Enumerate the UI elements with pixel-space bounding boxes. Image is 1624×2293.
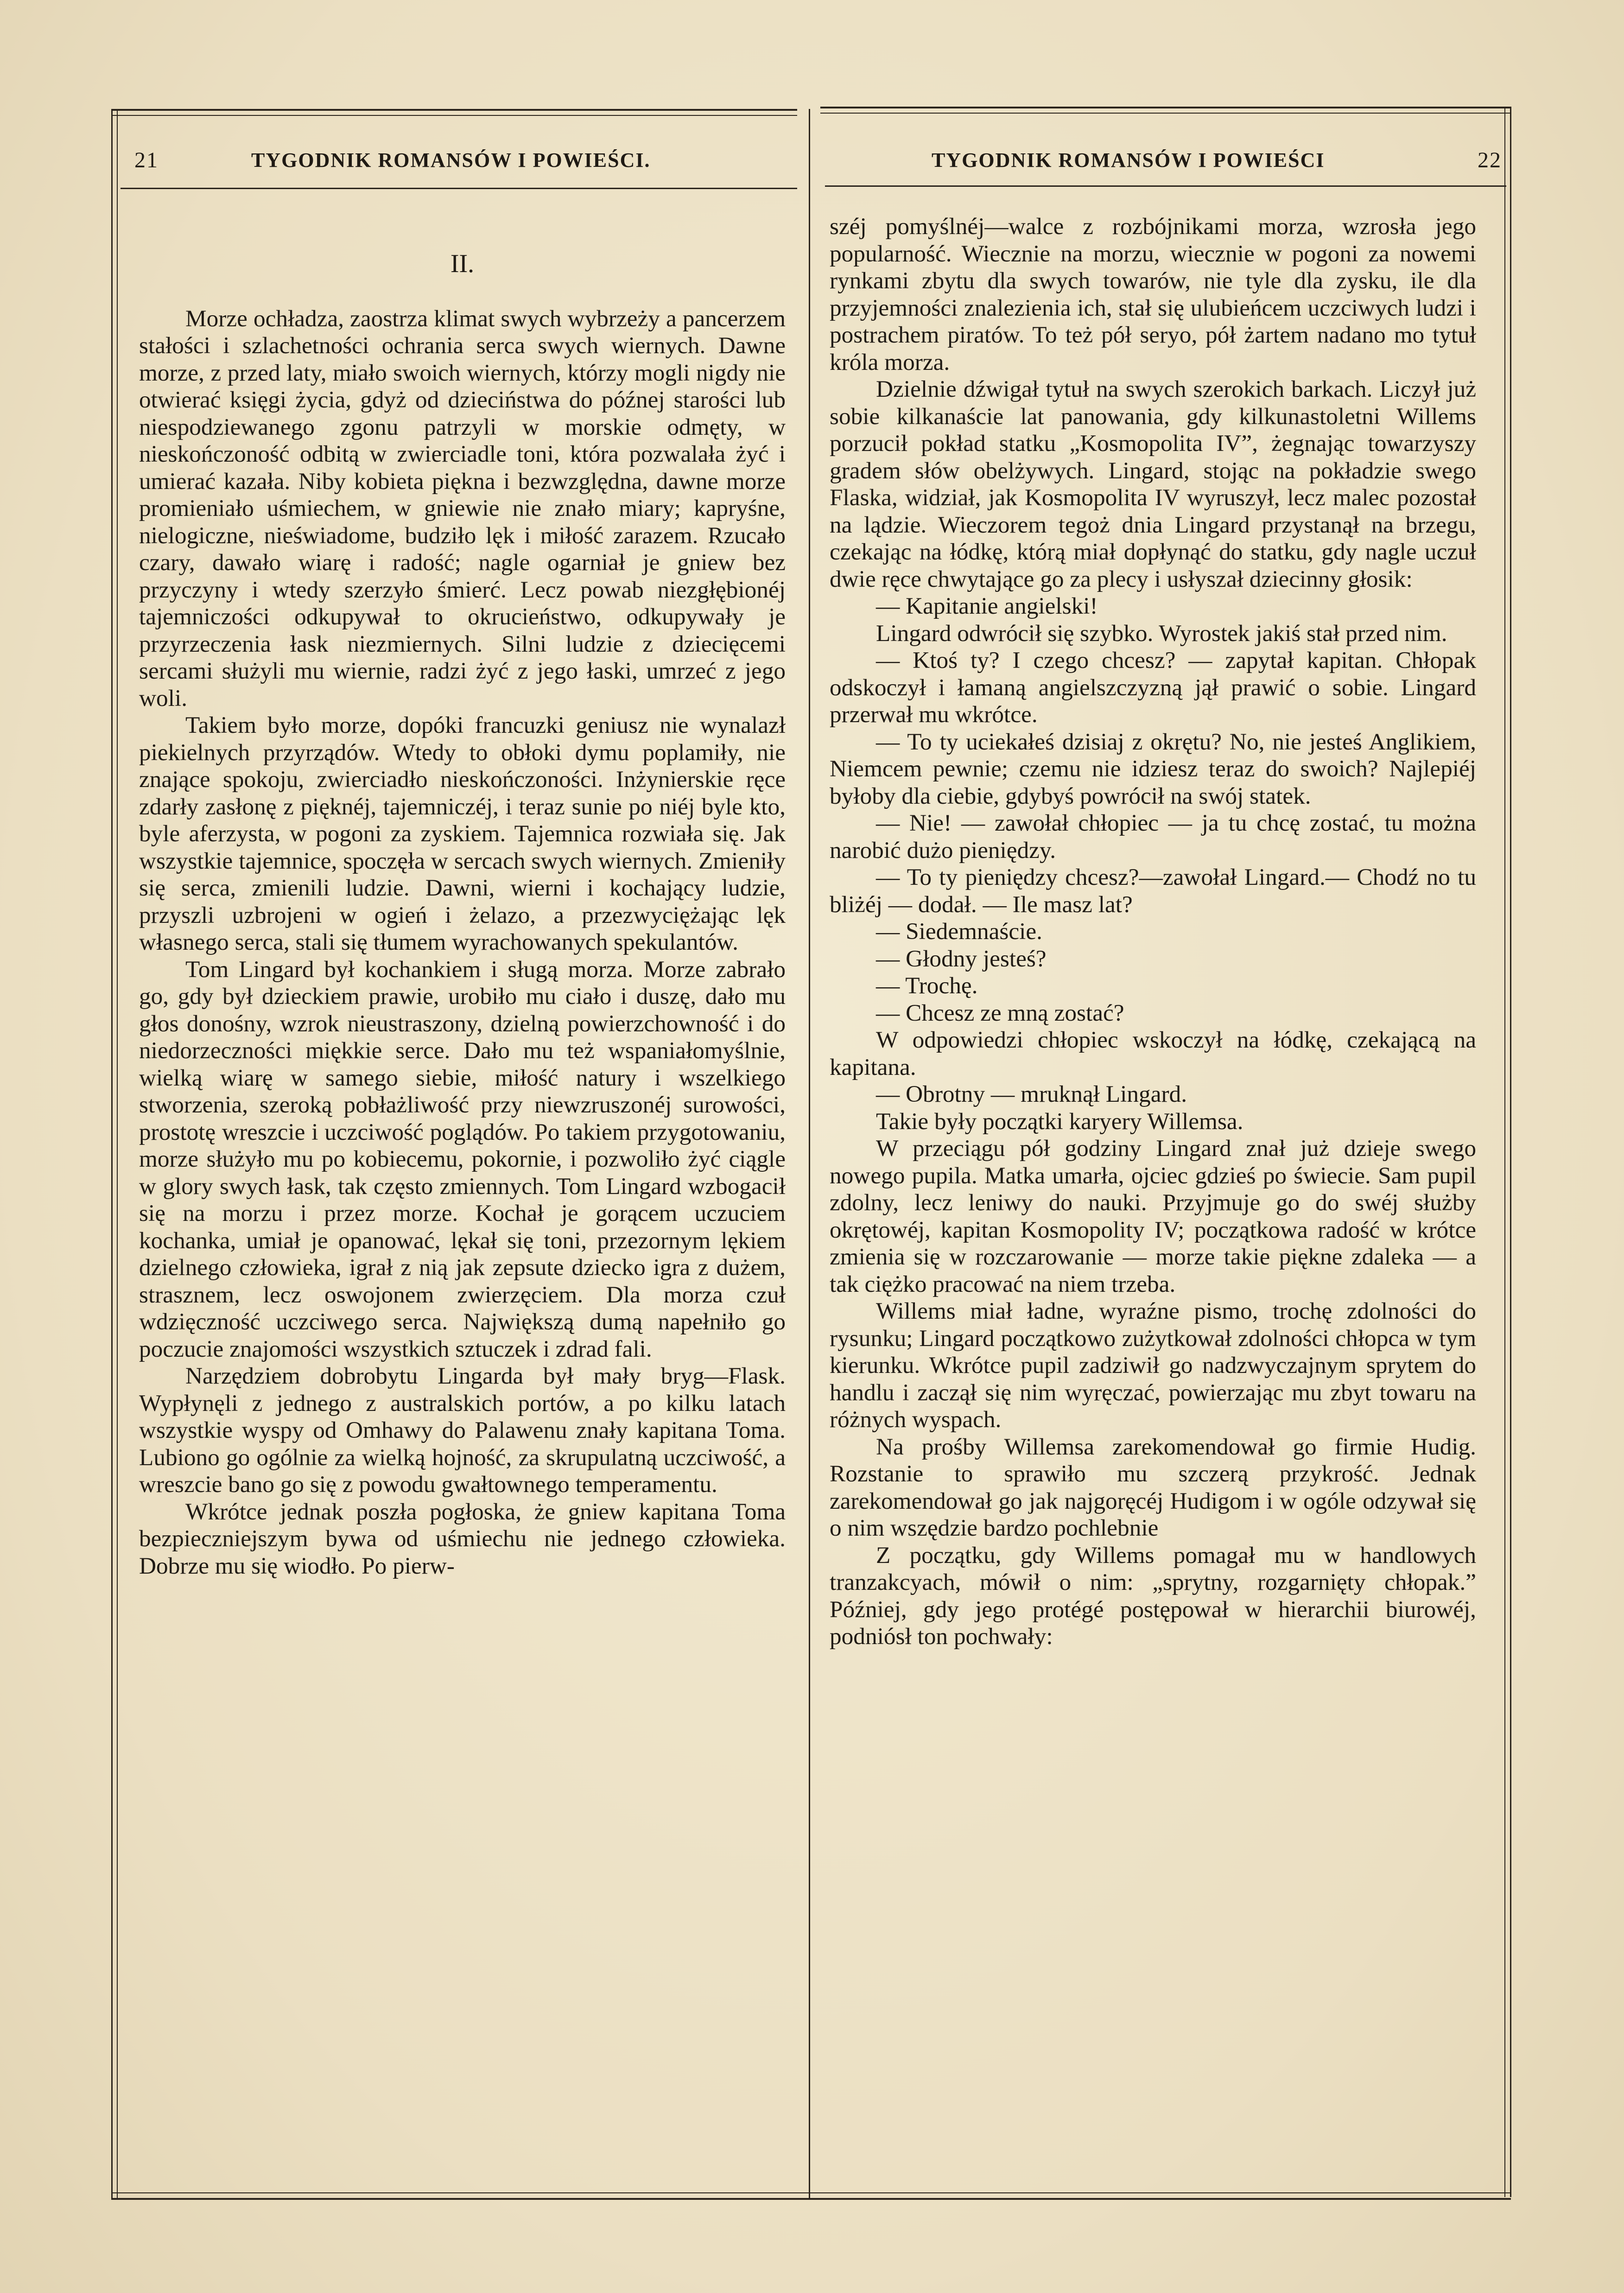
left-border-inner <box>117 109 118 2199</box>
paragraph: Morze ochładza, zaostrza klimat swych wybrzeży a pancerzem stałości i szlachetności ochrania serca swych wiernych. Dawne morze, z przed laty, miało swoich wiernych, którzy mogli nigdy nie otwierać księgi życia, gdyż od dzieciństwa do późnej starości lub niespodziewanego zgonu patrzyli w morskie odmęty, w nieskończoność odbitą w zwierciadle toni, która pozwalała żyć i umierać kazała. Niby kobieta piękna i bezwzględna, dawne morze promieniało uśmiechem, w gniewie nie znało miary; kapryśne, nielogiczne, nieświadome, budziło lęk i miłość zarazem. Rzucało czary, dawało wiarę i radość; nagle ogarniał je gniew bez przyczyny i wtedy szerzyło śmierć. Lecz powab niezgłębionéj tajemniczości odkupywał to okrucieństwo, odkupywały je przyrzeczenia łask niezmiernych. Silni ludzie z dziecięcemi sercami służyli mu wiernie, radzi żyć z jego łaski, umrzeć z jego woli. <box>139 305 786 711</box>
left-running-title: TYGODNIK ROMANSÓW I POWIEŚCI. <box>251 148 651 171</box>
right-page-number: 22 <box>1478 147 1502 172</box>
paragraph: W odpowiedzi chłopiec wskoczył na łódkę, czekającą na kapitana. <box>830 1027 1476 1080</box>
dialogue-line: — To ty uciekałeś dzisiaj z okrętu? No, nie jesteś Anglikiem, Niemcem pewnie; czemu nie idziesz teraz do swoich? Najlepiéj byłoby dla ciebie, gdybyś powrócił na swój statek. <box>830 728 1476 809</box>
dialogue-line: — To ty pieniędzy chcesz?—zawołał Lingard.— Chodź no tu bliżéj — dodał. — Ile masz lat? <box>830 864 1476 918</box>
right-border-inner <box>1504 107 1505 2197</box>
dialogue-line: — Trochę. <box>876 972 978 999</box>
dialogue-line: — Nie! — zawołał chłopiec — ja tu chcę zostać, tu można narobić dużo pieniędzy. <box>830 810 1476 864</box>
dialogue-line: — Ktoś ty? I czego chcesz? — zapytał kapitan. Chłopak odskoczył i łamaną angielszczyzną jął prawić o sobie. Lingard przerwał mu wkrótce. <box>830 647 1476 728</box>
dialogue-line: — Głodny jesteś? <box>876 945 1047 972</box>
left-page-number: 21 <box>134 147 159 172</box>
paragraph: Willems miał ładne, wyraźne pismo, trochę zdolności do rysunku; Lingard początkowo zużytkował zdolności chłopca w tym kierunku. Wkrótce pupil zadziwił go nadzwyczajnym sprytem do handlu i zaczął się nim wyręczać, powierzając mu zbyt towaru na różnych wyspach. <box>830 1298 1476 1433</box>
left-border <box>111 109 113 2199</box>
center-divider <box>809 109 810 2199</box>
top-rule-left-thin <box>111 115 797 116</box>
bottom-rule-thin <box>111 2192 1511 2193</box>
paragraph: Takie były początki karyery Willemsa. <box>876 1108 1243 1135</box>
header-rule-left <box>121 188 797 189</box>
header-rule-right <box>825 185 1506 187</box>
paragraph: Wkrótce jednak poszła pogłoska, że gniew kapitana Toma bezpieczniejszym bywa od uśmiechu nie jednego człowieka. Dobrze mu się wiodło. Po pierw- <box>139 1498 786 1579</box>
paragraph: W przeciągu pół godziny Lingard znał już dzieje swego nowego pupila. Matka umarła, ojciec gdzieś po świecie. Sam pupil zdolny, lecz leniwy do nauki. Przyjmuje go do swéj służby okrętowéj, kapitan Kosmopolity IV; początkowa radość w krótce zmienia się w rozczarowanie — morze takie piękne zdaleka — a tak ciężko pracować na niem trzeba. <box>830 1135 1476 1297</box>
dialogue-line: — Obrotny — mruknął Lingard. <box>876 1081 1187 1107</box>
right-border <box>1510 107 1511 2197</box>
paragraph: Takiem było morze, dopóki francuzki geniusz nie wynalazł piekielnych przyrządów. Wtedy to obłoki dymu poplamiły, nie znające spokoju, zwierciadło nieskończoności. Inżynierskie ręce zdarły zasłonę z pięknéj, tajemniczéj, i teraz sunie po niéj byle kto, byle aferzysta, w pogoni za zyskiem. Tajemnica rozwiała się. Jak wszystkie tajemnice, spoczęła w sercach swych wiernych. Zmieniły się serca, zmienili ludzie. Dawni, wierni i kochający ludzie, przyszli uzbrojeni w ogień i żelazo, a przezwyciężając lęk własnego serca, stali się tłumem wyrachowanych spekulantów. <box>139 712 786 955</box>
top-rule-right <box>820 107 1511 108</box>
left-page-header <box>134 139 783 181</box>
dialogue-line: — Chcesz ze mną zostać? <box>876 999 1124 1026</box>
paragraph: Tom Lingard był kochankiem i sługą morza. Morze zabrało go, gdy był dzieckiem prawie, urobiło mu ciało i duszę, dało mu głos donośny, wzrok nieustraszony, dzielną powierzchowność i do niedorzeczności miękkie serce. Dało mu też wspaniałomyślnie, wielką wiarę w samego siebie, miłość natury i wszelkiego stworzenia, szeroką pobłażliwość przy niewzruszonéj surowości, prostotę wreszcie i uczciwość poglądów. Po takiem przygotowaniu, morze służyło mu po kobiecemu, pokornie, i pozwoliło żyć ciągle w glory swych łask, tak często zmiennych. Tom Lingard wzbogacił się na morzu i przez morze. Kochał je gorącem uczuciem kochanka, umiał je opanować, lękał się toni, przezornym lękiem dzielnego człowieka, igrał z nią jak zepsute dziecko igra z dużem, strasznem, lecz oswojonem zwierzęciem. Dla morza czuł wdzięczność uczciwego serca. Największą dumą napełniło go poczucie znajomości wszystkich sztuczek i zdrad fali. <box>139 956 786 1362</box>
left-text-column <box>139 195 786 1580</box>
paragraph: Narzędziem dobrobytu Lingarda był mały bryg—Flask. Wypłynęli z jednego z australskich portów, a po kilku latach wszystkie wyspy od Omhawy do Palawenu znały kapitana Toma. Lubiono go ogólnie za wielką hojność, za skrupulatną uczciwość, a wreszcie bano go się z powodu gwałtownego temperamentu. <box>139 1363 786 1498</box>
paragraph: Lingard odwrócił się szybko. Wyrostek jakiś stał przed nim. <box>876 620 1447 647</box>
top-rule-right-thin <box>820 113 1511 114</box>
paragraph: Na prośby Willemsa zarekomendował go firmie Hudig. Rozstanie to sprawiło mu szczerą przykrość. Jednak zarekomendował go jak najgoręcéj Hudigom i w ogóle odzywał się o nim wszędzie bardzo pochlebnie <box>830 1433 1476 1541</box>
section-title: II. <box>450 249 475 278</box>
dialogue-line: — Kapitanie angielski! <box>876 593 1098 619</box>
right-text-column <box>830 213 1476 1651</box>
paragraph: Dzielnie dźwigał tytuł na swych szerokich barkach. Liczył już sobie kilkanaście lat panowania, gdy kilkunastoletni Willems porzucił pokład statku „Kosmopolita IV”, żegnając towarzyszy gradem słów obelżywych. Lingard, stojąc na pokładzie swego Flaska, widział, jak Kosmopolita IV wyruszył, lecz malec pozostał na lądzie. Wieczorem tegoż dnia Lingard przystanął na brzegu, czekając na łódkę, którą miał dopłynąć do statku, gdy nagle uczuł dwie ręce chwytające go za plecy i usłyszał dziecinny głosik: <box>830 376 1476 592</box>
dialogue-line: — Siedemnaście. <box>876 918 1042 945</box>
right-page-header <box>932 139 1502 181</box>
top-rule-left <box>111 109 797 111</box>
paragraph: Z początku, gdy Willems pomagał mu w handlowych tranzakcyach, mówił o nim: „sprytny, rozgarnięty chłopak.” Później, gdy jego protégé postępował w hierarchii biurowéj, podniósł ton pochwały: <box>830 1542 1476 1650</box>
right-running-title: TYGODNIK ROMANSÓW I POWIEŚCI <box>932 148 1325 171</box>
bottom-rule <box>111 2198 1511 2200</box>
paragraph: széj pomyślnéj—walce z rozbójnikami morza, wzrosła jego popularność. Wiecznie na morzu, wiecznie w pogoni za nowemi rynkami zbytu dla swych towarów, nie tyle dla zysku, ile dla przyjemności znalezienia ich, stał się ulubieńcem uczciwych ludzi i postrachem piratów. To też pół seryo, pół żartem nadano mo tytuł króla morza. <box>830 213 1476 375</box>
